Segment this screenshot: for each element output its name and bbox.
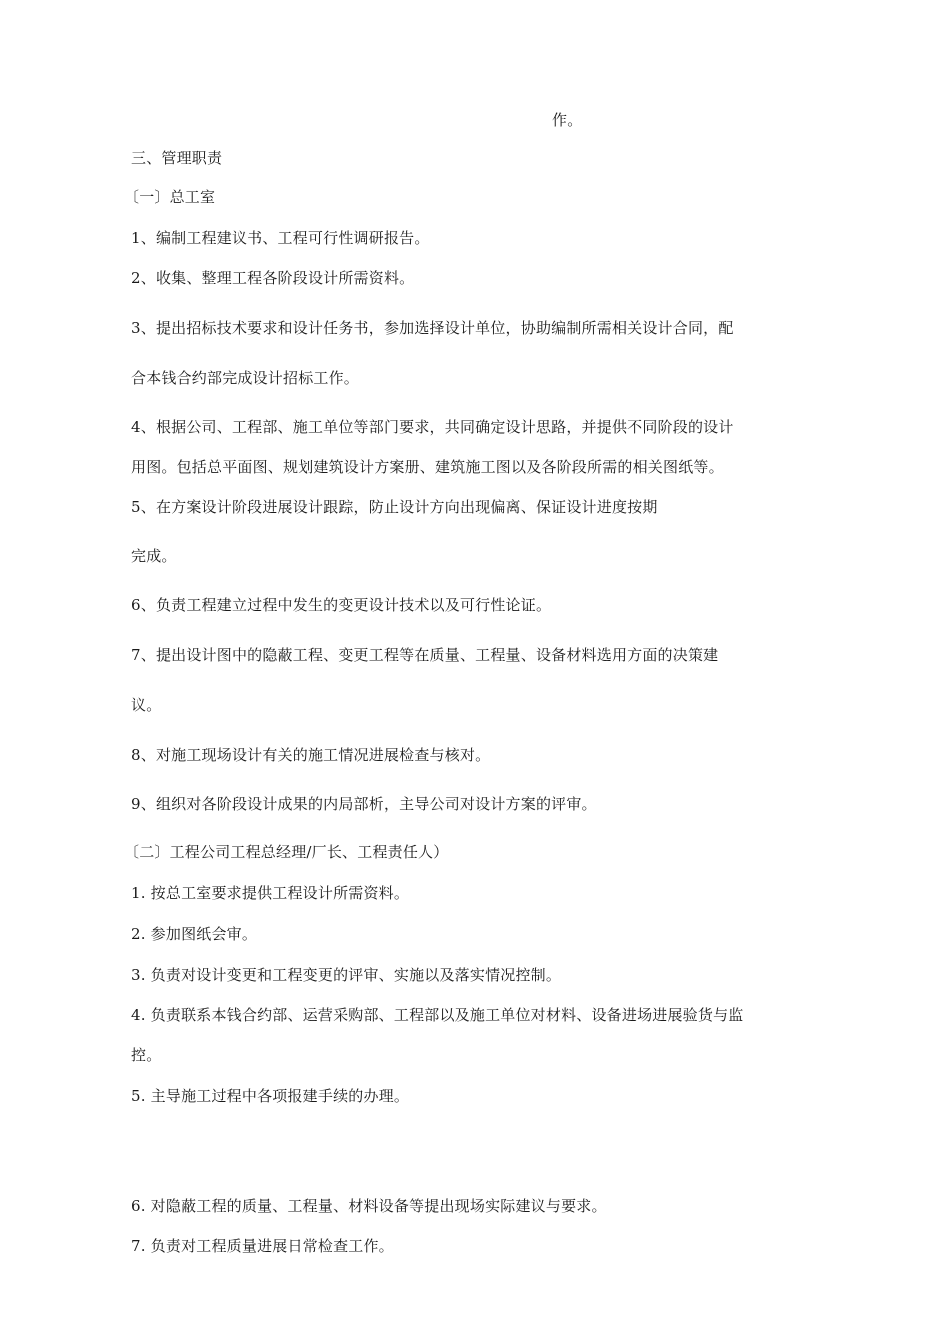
list-item-continuation: 完成。 [131,547,177,565]
list-item: 3. 负责对设计变更和工程变更的评审、实施以及落实情况控制。 [131,966,562,984]
list-item-continuation: 合本钱合约部完成设计招标工作。 [131,369,360,387]
section-heading: 三、管理职责 [131,149,223,167]
list-item: 1. 按总工室要求提供工程设计所需资料。 [131,884,410,902]
list-item-continuation: 议。 [131,696,162,714]
list-item: 7、提出设计图中的隐蔽工程、变更工程等在质量、工程量、设备材料选用方面的决策建 [131,646,719,664]
list-item: 2、收集、整理工程各阶段设计所需资料。 [131,269,415,287]
list-item: 5、在方案设计阶段进展设计跟踪，防止设计方向出现偏离、保证设计进度按期 [131,498,658,516]
list-item: 9、组织对各阶段设计成果的内局部析，主导公司对设计方案的评审。 [131,795,597,813]
list-item: 4、根据公司、工程部、施工单位等部门要求，共同确定设计思路，并提供不同阶段的设计 [131,418,734,436]
list-item: 7. 负责对工程质量进展日常检查工作。 [131,1237,394,1255]
subsection-heading: 〔二〕工程公司工程总经理/厂长、工程责任人） [124,843,449,861]
list-item-continuation: 控。 [131,1046,162,1064]
list-item: 2. 参加图纸会审。 [131,925,258,943]
list-item: 6、负责工程建立过程中发生的变更设计技术以及可行性论证。 [131,596,552,614]
list-item: 8、对施工现场设计有关的施工情况进展检查与核对。 [131,746,491,764]
list-item-continuation: 用图。包括总平面图、规划建筑设计方案册、建筑施工图以及各阶段所需的相关图纸等。 [131,458,724,476]
list-item: 1、编制工程建议书、工程可行性调研报告。 [131,229,430,247]
list-item: 5. 主导施工过程中各项报建手续的办理。 [131,1087,410,1105]
subsection-heading: 〔一〕总工室 [124,188,216,206]
list-item: 3、提出招标技术要求和设计任务书，参加选择设计单位，协助编制所需相关设计合同，配 [131,319,734,337]
list-item: 4. 负责联系本钱合约部、运营采购部、工程部以及施工单位对材料、设备进场进展验货与监 [131,1006,744,1024]
list-item: 6. 对隐蔽工程的质量、工程量、材料设备等提出现场实际建议与要求。 [131,1197,607,1215]
text-line-continuation: 作。 [552,111,583,129]
